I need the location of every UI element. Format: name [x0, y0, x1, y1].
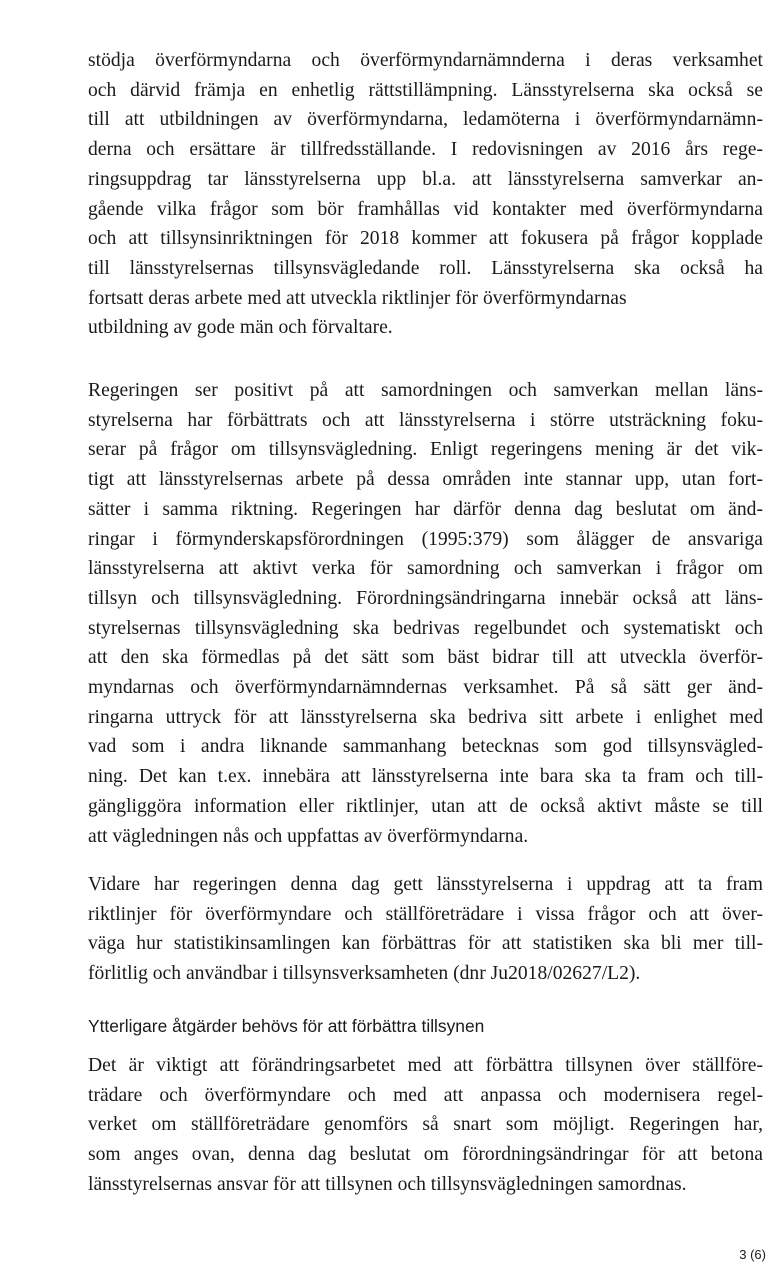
- text-line: verket om ställföreträdare genomförs så snart som möjligt. Regeringen har,: [88, 1114, 763, 1136]
- paragraph-1: [88, 46, 763, 343]
- page-number: 3 (6): [739, 1247, 766, 1262]
- text-line: länsstyrelserna att aktivt verka för samordning och samverkan i frågor om: [88, 558, 763, 580]
- text-line: riktlinjer för överförmyndare och ställföreträdare i vissa frågor och att över-: [88, 903, 763, 925]
- text-line: tillsyn och tillsynsvägledning. Förordningsändringarna innebär också att läns-: [88, 587, 763, 609]
- text-line: och att tillsynsinriktningen för 2018 kommer att fokusera på frågor kopplade: [88, 228, 763, 250]
- text-line: Vidare har regeringen denna dag gett länsstyrelserna i uppdrag att ta fram: [88, 874, 763, 895]
- paragraph-4: [88, 1051, 763, 1200]
- text-line: stödja överförmyndarna och överförmyndarnämnderna i deras verksamhet: [88, 50, 763, 71]
- text-line: styrelserna har förbättrats och att länsstyrelserna i större utsträckning foku-: [88, 409, 763, 431]
- text-line: Det är viktigt att förändringsarbetet med att förbättra tillsynen över ställföre-: [88, 1055, 763, 1076]
- section-heading: Ytterligare åtgärder behövs för att förbättra tillsynen: [88, 1016, 485, 1036]
- text-line: gängliggöra information eller riktlinjer, utan att de också aktivt måste se till: [88, 795, 763, 817]
- text-line: ringsuppdrag tar länsstyrelserna upp bl.a. att länsstyrelserna samverkar an-: [88, 168, 763, 190]
- text-line: väga hur statistikinsamlingen kan förbättras för att statistiken ska bli mer till-: [88, 933, 763, 955]
- text-line: derna och ersättare är tillfredsställande. I redovisningen av 2016 års rege-: [88, 139, 763, 161]
- text-line: tigt att länsstyrelsernas arbete på dessa områden inte stannar upp, utan fort-: [88, 469, 763, 491]
- text-line: myndarnas och överförmyndarnämndernas verksamhet. På så sätt ger änd-: [88, 677, 763, 699]
- text-line: fortsatt deras arbete med att utveckla riktlinjer för överförmyndarnas: [88, 287, 627, 309]
- text-line: till att utbildningen av överförmyndarna, ledamöterna i överförmyndarnämn-: [88, 109, 763, 131]
- text-line: vad som i andra liknande sammanhang betecknas som god tillsynsvägled-: [88, 736, 763, 758]
- text-line: ringar i förmynderskapsförordningen (1995:379) som ålägger de ansvariga: [88, 528, 763, 550]
- text-line: gående vilka frågor som bör framhållas vid kontakter med överförmyndarna: [88, 198, 763, 220]
- text-line: och därvid främja en enhetlig rättstillämpning. Länsstyrelserna ska också se: [88, 79, 763, 101]
- text-line: ning. Det kan t.ex. innebära att länsstyrelserna inte bara ska ta fram och till-: [88, 766, 763, 788]
- text-line: länsstyrelsernas ansvar för att tillsynen och tillsynsvägledningen samordnas.: [88, 1173, 687, 1195]
- text-line: som anges ovan, denna dag beslutat om förordningsändringar för att betona: [88, 1144, 763, 1166]
- text-line: sätter i samma riktning. Regeringen har därför denna dag beslutat om änd-: [88, 498, 763, 520]
- text-line: till länsstyrelsernas tillsynsvägledande roll. Länsstyrelserna ska också ha: [88, 257, 763, 279]
- text-line: trädare och överförmyndare och med att anpassa och modernisera regel-: [88, 1084, 763, 1106]
- paragraph-3: [88, 870, 763, 989]
- text-line: att vägledningen nås och uppfattas av överförmyndarna.: [88, 825, 529, 847]
- text-line: förlitlig och användbar i tillsynsverksamheten (dnr Ju2018/02627/L2).: [88, 963, 641, 985]
- text-line: serar på frågor om tillsynsvägledning. Enligt regeringens mening är det vik-: [88, 439, 763, 461]
- text-line: styrelsernas tillsynsvägledning ska bedrivas regelbundet och systematiskt och: [88, 617, 763, 639]
- text-line: att den ska förmedlas på det sätt som bäst bidrar till att utveckla överför-: [88, 647, 763, 669]
- text-line: utbildning av gode män och förvaltare.: [88, 317, 393, 339]
- text-line: ringarna uttryck för att länsstyrelserna ska bedriva sitt arbete i enlighet med: [88, 706, 763, 728]
- text-line: Regeringen ser positivt på att samordningen och samverkan mellan läns-: [88, 380, 763, 401]
- paragraph-2: [88, 376, 763, 851]
